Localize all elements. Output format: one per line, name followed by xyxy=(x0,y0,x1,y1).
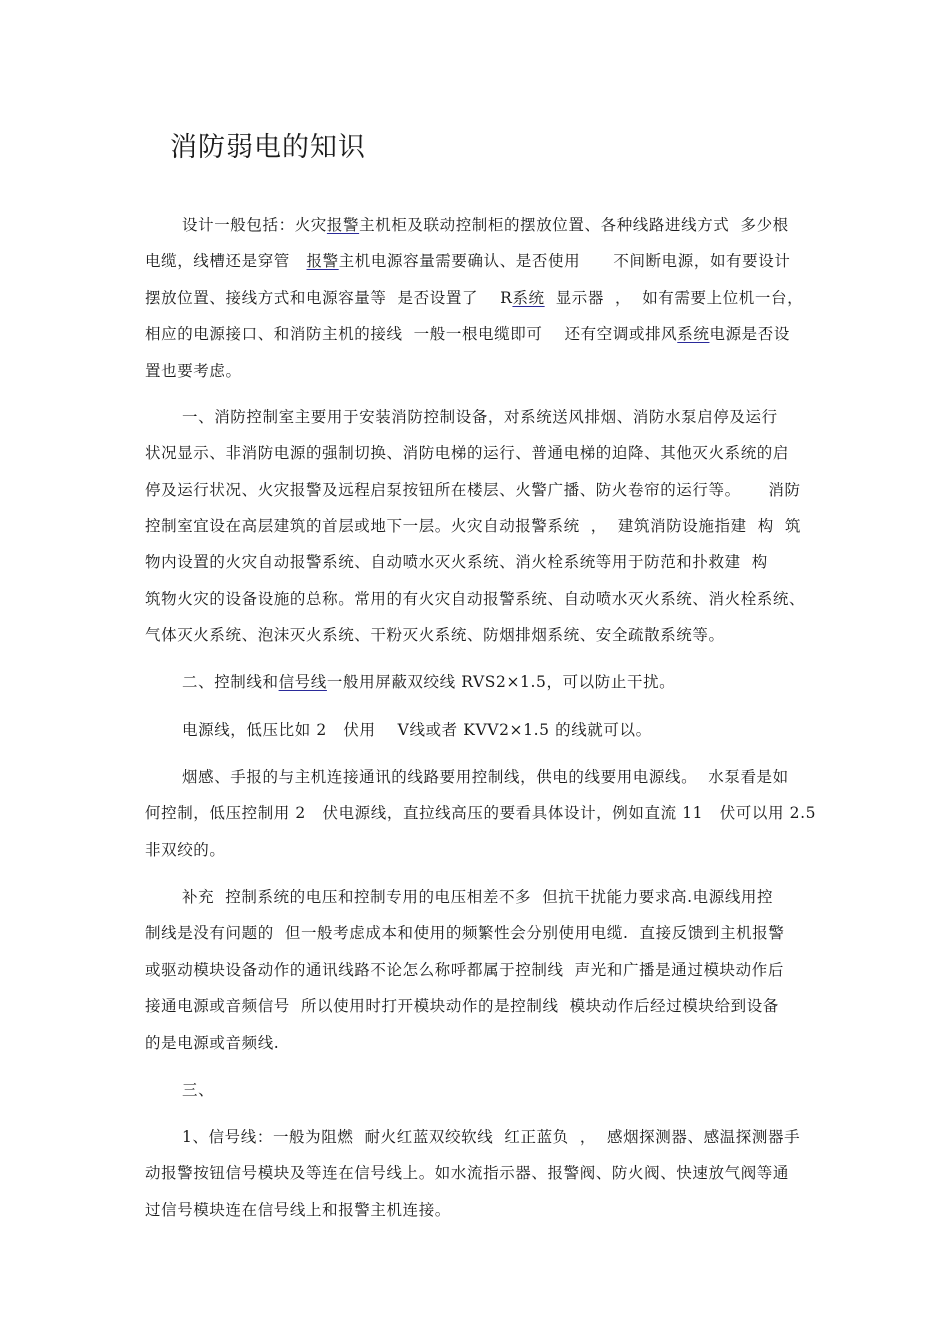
paragraph-8-line-2: 动报警按钮信号模块及等连在信号线上。如水流指示器、报警阀、防火阀、快速放气阀等通 xyxy=(145,1164,790,1182)
paragraph-1-line-5: 置也要考虑。 xyxy=(145,362,242,380)
link-baojing[interactable]: 报警 xyxy=(326,216,360,234)
text-segment: 主机柜及联动控制柜的摆放位置、各种线路进线方式 多少根 xyxy=(359,216,789,234)
paragraph-1-line-2 xyxy=(145,247,825,275)
text-segment: 设计一般包括：火灾 xyxy=(182,216,327,234)
paragraph-2-line-2: 状况显示、非消防电源的强制切换、消防电梯的运行、普通电梯的迫降、其他灭火系统的启 xyxy=(145,444,790,462)
paragraph-6-line-4: 接通电源或音频信号 所以使用时打开模块动作的是控制线 模块动作后经过模块给到设备 xyxy=(145,997,779,1015)
paragraph-6-line-5: 的是电源或音频线. xyxy=(145,1034,280,1052)
paragraph-1-line-3 xyxy=(145,284,825,312)
paragraph-1-line-1 xyxy=(182,211,825,239)
paragraph-4: 电源线，低压比如 2 伏用 V线或者 KVV2×1.5 的线就可以。 xyxy=(182,721,652,739)
link-xitong[interactable]: 系统 xyxy=(512,289,545,307)
document-title: 消防弱电的知识 xyxy=(170,132,366,163)
text-segment: 相应的电源接口、和消防主机的接线 一般一根电缆即可 还有空调或排风 xyxy=(145,325,678,343)
text-segment: 二、控制线和 xyxy=(182,673,279,691)
paragraph-8-line-1: 1、信号线：一般为阻燃 耐火红蓝双绞软线 红正蓝负 ， 感烟探测器、感温探测器手 xyxy=(182,1128,801,1146)
text-segment: 主机电源容量需要确认、是否使用 不间断电源，如有要设计 xyxy=(338,252,791,270)
paragraph-6-line-2: 制线是没有问题的 但一般考虑成本和使用的频繁性会分别使用电缆. 直接反馈到主机报警 xyxy=(145,924,785,942)
section-heading-three: 三、 xyxy=(182,1081,215,1099)
paragraph-2-line-5: 物内设置的火灾自动报警系统、自动喷水灭火系统、消火栓系统等用于防范和扑救建 构 xyxy=(145,553,768,571)
paragraph-3 xyxy=(182,668,825,696)
paragraph-2-line-4: 控制室宜设在高层建筑的首层或地下一层。火灾自动报警系统 ， 建筑消防设施指建 构 筑 xyxy=(145,517,802,535)
link-baojing[interactable]: 报警 xyxy=(306,252,339,270)
paragraph-6-line-1: 补充 控制系统的电压和控制专用的电压相差不多 但抗干扰能力要求高.电源线用控 xyxy=(182,888,774,906)
paragraph-1-line-4 xyxy=(145,320,825,348)
text-segment: 显示器 ， 如有需要上位机一台， xyxy=(544,289,804,307)
text-segment: 一般用屏蔽双绞线 RVS2×1.5，可以防止干扰。 xyxy=(326,673,676,691)
paragraph-2-line-3: 停及运行状况、火灾报警及远程启泵按钮所在楼层、火警广播、防火卷帘的运行等。 消防 xyxy=(145,481,801,499)
paragraph-2-line-7: 气体灭火系统、泡沫灭火系统、干粉灭火系统、防烟排烟系统、安全疏散系统等。 xyxy=(145,626,725,644)
paragraph-8-line-3: 过信号模块连在信号线上和报警主机连接。 xyxy=(145,1201,451,1219)
link-xinhaoxian[interactable]: 信号线 xyxy=(278,673,327,691)
paragraph-2-line-6: 筑物火灾的设备设施的总称。常用的有火灾自动报警系统、自动喷水灭火系统、消火栓系统、 xyxy=(145,590,806,608)
link-xitong[interactable]: 系统 xyxy=(677,325,710,343)
text-segment: 电缆，线槽还是穿管 xyxy=(145,252,307,270)
text-segment: 摆放位置、接线方式和电源容量等 是否设置了 R xyxy=(145,289,513,307)
paragraph-5-line-2: 何控制，低压控制用 2 伏电源线，直拉线高压的要看具体设计，例如直流 11 伏可以用 2.5 xyxy=(145,804,817,822)
text-segment: 电源是否设 xyxy=(709,325,790,343)
paragraph-6-line-3: 或驱动模块设备动作的通讯线路不论怎么称呼都属于控制线 声光和广播是通过模块动作后 xyxy=(145,961,784,979)
paragraph-5-line-3: 非双绞的。 xyxy=(145,841,226,859)
paragraph-5-line-1: 烟感、手报的与主机连接通讯的线路要用控制线，供电的线要用电源线。 水泵看是如 xyxy=(182,768,789,786)
paragraph-2-line-1: 一、消防控制室主要用于安装消防控制设备，对系统送风排烟、消防水泵启停及运行 xyxy=(182,408,778,426)
